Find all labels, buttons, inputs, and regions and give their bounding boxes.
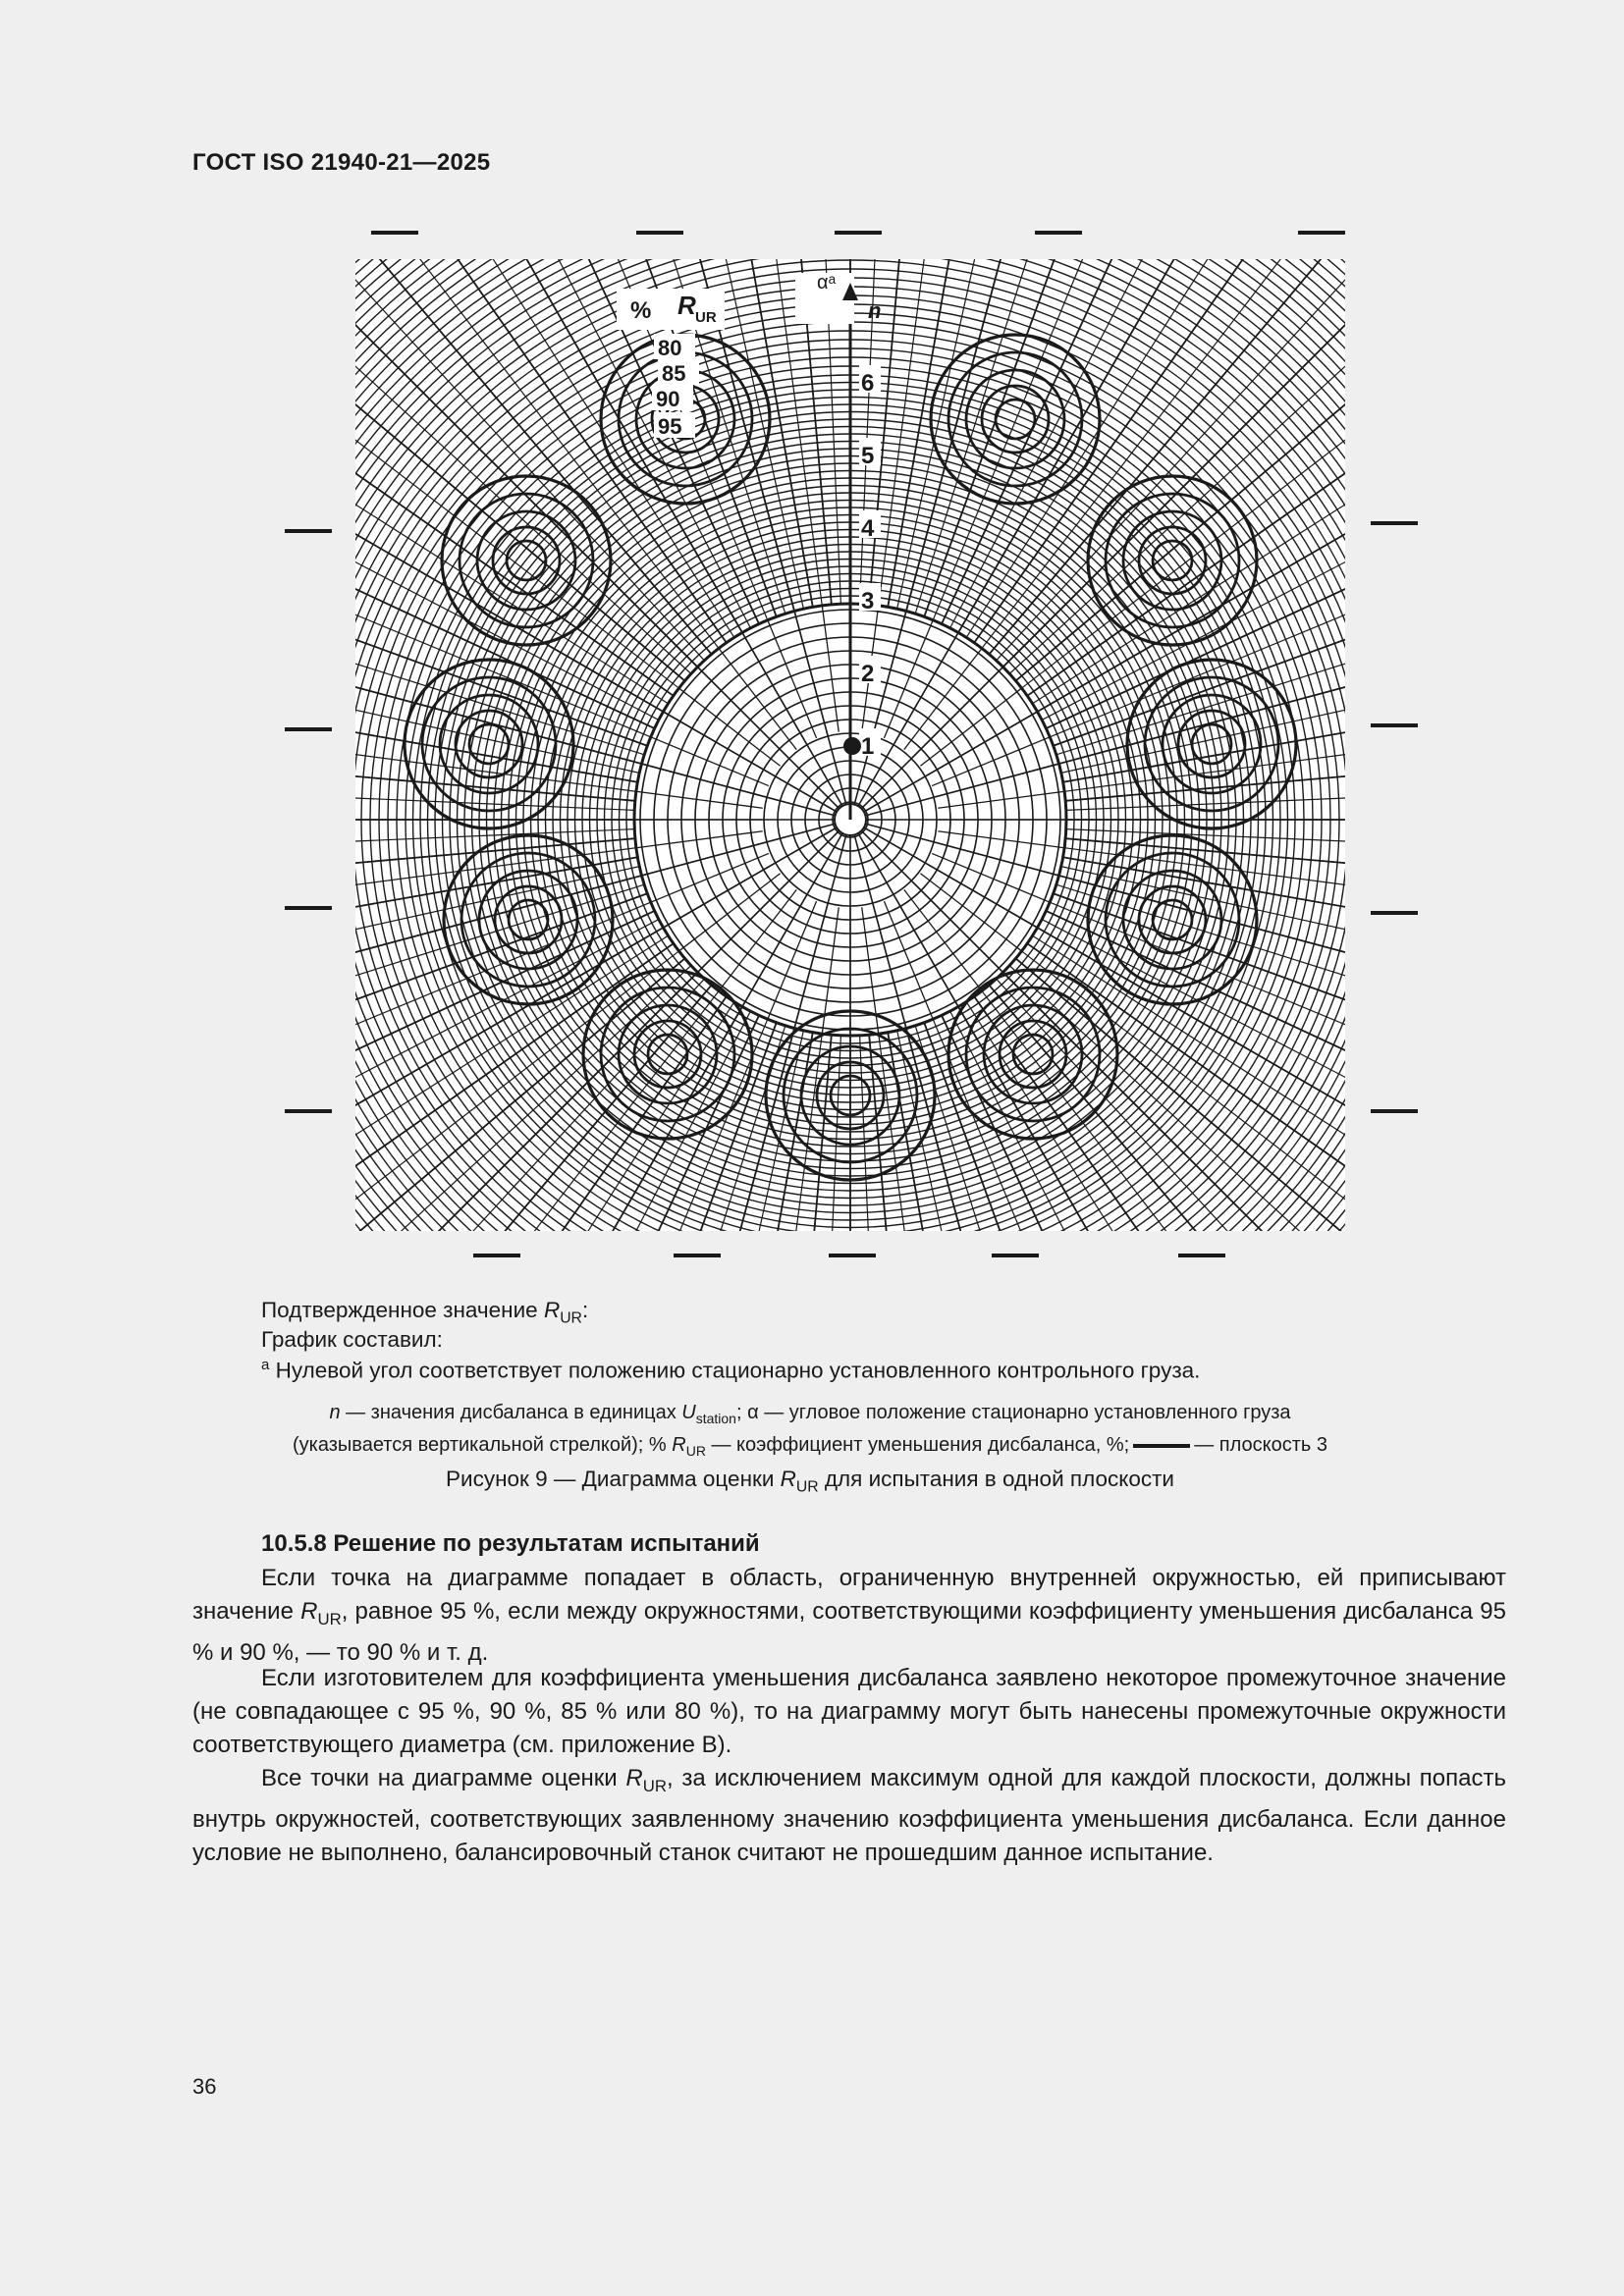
entry-dash	[1178, 1254, 1225, 1257]
percent-symbol: %	[630, 297, 652, 324]
legend-u-sub: station	[695, 1411, 736, 1426]
paragraph-1	[192, 1562, 1506, 1670]
caption-prefix: Рисунок 9 — Диаграмма оценки	[446, 1467, 781, 1491]
percent-label-90: 90	[656, 387, 680, 411]
entry-dash	[1371, 911, 1418, 915]
paragraph-text: , равное 95 %, если между окружностями, соответствующими коэффициенту уменьшения дисбаланса 95 % и 90 %, — то 90 % и т. д.	[192, 1598, 1506, 1666]
plane-line-sample-icon	[1133, 1444, 1190, 1448]
confirmed-prefix: Подтвержденное значение	[261, 1298, 544, 1322]
entry-dash	[1371, 1109, 1418, 1113]
footnote-mark: a	[261, 1357, 270, 1373]
percent-label-95: 95	[658, 414, 682, 439]
r-subscript: UR	[695, 309, 717, 326]
caption-suffix: для испытания в одной плоскости	[818, 1467, 1174, 1491]
compiled-by-line: График составил:	[261, 1327, 443, 1352]
entry-dash	[1371, 723, 1418, 727]
legend-n: n	[329, 1402, 341, 1423]
legend-r-sub: UR	[685, 1443, 706, 1459]
paragraph-text: Все точки на диаграмме оценки	[261, 1765, 626, 1791]
percent-label-80: 80	[658, 336, 682, 360]
scale-label: 1	[861, 733, 875, 760]
entry-dash	[285, 906, 332, 910]
entry-dash	[1035, 231, 1082, 235]
entry-dash	[285, 1109, 332, 1113]
legend-u: U	[681, 1402, 696, 1423]
confirmed-r: R	[543, 1298, 561, 1322]
entry-dash	[1298, 231, 1345, 235]
scale-label: 4	[861, 515, 875, 542]
percent-label-85: 85	[662, 361, 686, 386]
entry-dash	[371, 231, 418, 235]
page-number: 36	[192, 2074, 217, 2099]
paragraph-sub: UR	[317, 1609, 342, 1629]
scale-label: 5	[861, 443, 875, 469]
legend-text: — плоскость 3	[1194, 1434, 1327, 1456]
legend-text: ; α — угловое положение стационарно установленного груза	[735, 1402, 1291, 1423]
entry-dash	[285, 529, 332, 533]
percent-value-labels	[652, 334, 699, 439]
confirmed-sub: UR	[560, 1309, 582, 1327]
paragraph-text: Если точка на диаграмме попадает в область, ограниченную внутренней окружностью, ей приписывают значение	[192, 1565, 1506, 1625]
paragraph-sub: UR	[642, 1776, 668, 1795]
r-symbol: R	[677, 291, 696, 320]
figure-legend	[177, 1400, 1443, 1465]
paragraph-3	[192, 1762, 1506, 1870]
rur-evaluation-diagram	[355, 259, 1345, 1231]
section-heading: 10.5.8 Решение по результатам испытаний	[261, 1530, 760, 1557]
confirmed-suffix: :	[581, 1298, 589, 1322]
footnote-text: Нулевой угол соответствует положению стационарно установленного контрольного груза.	[269, 1358, 1201, 1383]
legend-text: (указывается вертикальной стрелкой); %	[293, 1434, 673, 1456]
scale-label: 2	[861, 661, 875, 687]
confirmed-value-line	[261, 1298, 588, 1328]
caption-sub: UR	[795, 1478, 819, 1496]
legend-text: — коэффициент уменьшения дисбаланса, %;	[705, 1434, 1130, 1456]
entry-dash	[992, 1254, 1039, 1257]
alpha-label: αᵃ	[817, 272, 837, 294]
figure-caption	[177, 1467, 1443, 1497]
measurement-point	[843, 737, 861, 755]
legend-text: — значения дисбаланса в единицах	[340, 1402, 682, 1423]
entry-dash	[285, 727, 332, 731]
entry-dash	[829, 1254, 876, 1257]
n-label: n	[868, 298, 882, 323]
legend-line-1	[177, 1400, 1443, 1432]
entry-dash	[636, 231, 683, 235]
footnote-line	[261, 1357, 1200, 1384]
entry-dash	[1371, 521, 1418, 525]
paragraph-r: R	[300, 1598, 318, 1625]
entry-dash	[835, 231, 882, 235]
entry-dash	[473, 1254, 520, 1257]
paragraph-2: Если изготовителем для коэффициента уменьшения дисбаланса заявлено некоторое промежуточное значение (не совпадающее с 95 %, 90 %, 85 % или 80 %), то на диаграмму могут быть нанесены промежуточные окружности соответствующего диаметра (см. приложение В).	[192, 1665, 1506, 1758]
legend-line-2	[177, 1432, 1443, 1465]
scale-label: 6	[861, 370, 875, 397]
paragraph-r: R	[625, 1765, 643, 1791]
caption-r: R	[780, 1467, 796, 1491]
scale-label: 3	[861, 588, 875, 614]
paragraph-text: , за исключением максимум одной для каждой плоскости, должны попасть внутрь окружностей, соответствующих заявленному значению коэффициента уменьшения дисбаланса. Если данное условие не выполнено, балансировочный станок считают не прошедшим данное испытание.	[192, 1765, 1506, 1866]
legend-r: R	[672, 1434, 686, 1456]
document-header: ГОСТ ISO 21940-21—2025	[192, 149, 491, 176]
entry-dash	[674, 1254, 721, 1257]
